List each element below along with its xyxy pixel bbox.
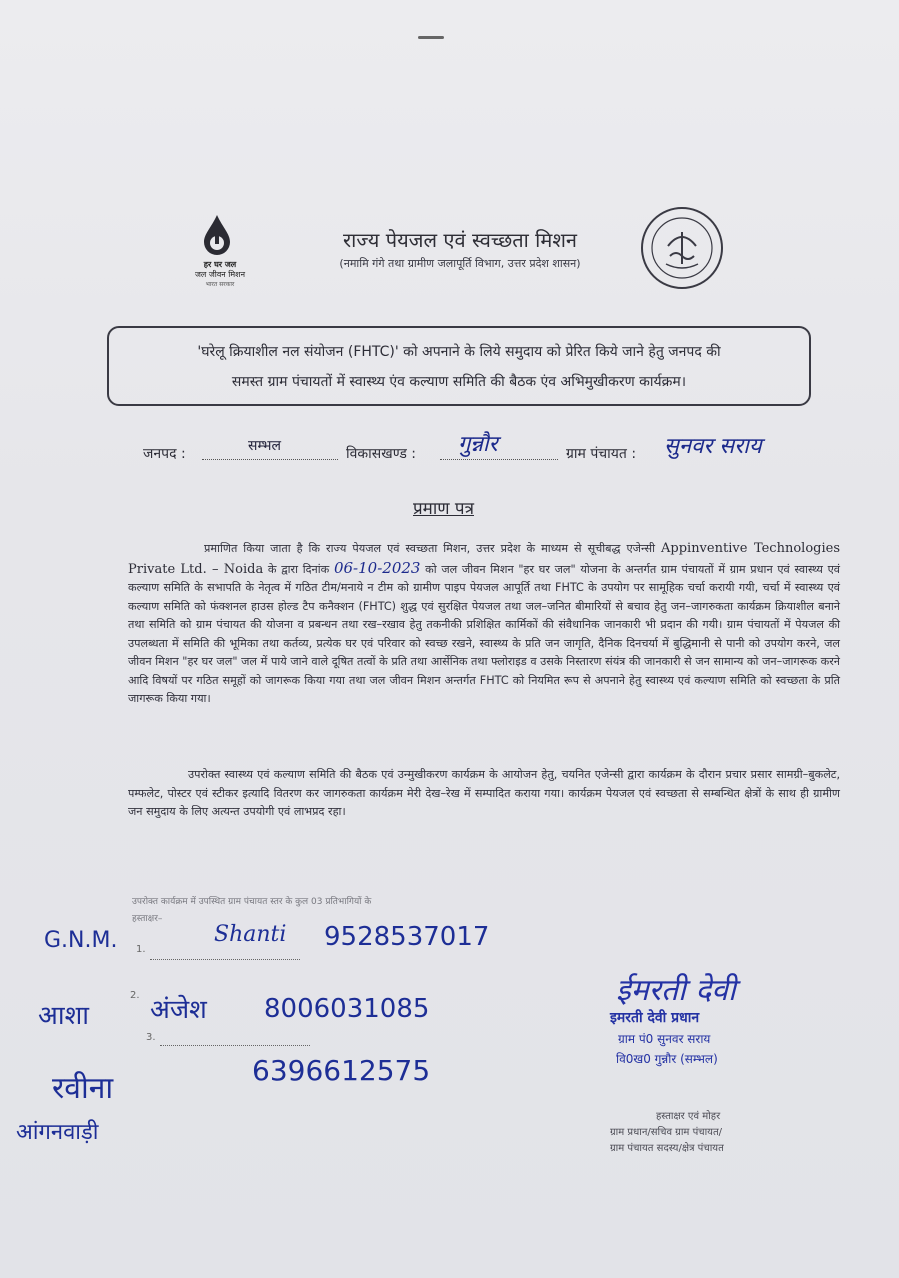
har-ghar-jal-logo xyxy=(188,214,252,294)
district-line xyxy=(202,458,338,460)
district-value: सम्भल xyxy=(248,438,281,454)
attendee-3-role: रवीना xyxy=(52,1071,114,1106)
attendee-2-phone: 8006031085 xyxy=(264,994,430,1024)
attendee-1-signature: Shanti xyxy=(214,922,287,947)
attendee-2-role: आशा xyxy=(38,1001,89,1031)
attendee-1-number: 1. xyxy=(136,944,146,955)
banner-line-2: समस्त ग्राम पंचायतों में स्वास्थ्य एंव कल्याण समिति की बैठक एंव अभिमुखीकरण कार्यक्रम। xyxy=(231,374,687,390)
water-drop-icon xyxy=(202,214,232,256)
logo-text-3: भारत सरकार xyxy=(205,281,235,288)
signature-line-3 xyxy=(160,1044,310,1046)
logo-text-2: जल जीवन मिशन xyxy=(194,270,246,279)
footer-line-2: ग्राम प्रधान/सचिव ग्राम पंचायत/ xyxy=(610,1127,723,1138)
attendee-2-number: 2. xyxy=(130,990,140,1001)
certificate-paragraph-1 xyxy=(128,540,840,709)
attendee-1-phone: 9528537017 xyxy=(324,922,490,952)
para1-part-b: के द्वारा दिनांक xyxy=(267,562,330,576)
footer-line-3: ग्राम पंचायत सदस्य/क्षेत्र पंचायत xyxy=(610,1143,724,1154)
panchayat-value: सुनवर सराय xyxy=(664,434,762,459)
signature-line-1 xyxy=(150,958,300,960)
paper-mark xyxy=(418,36,444,39)
certificate-title: प्रमाण पत्र xyxy=(413,499,474,519)
block-label: विकासखण्ड : xyxy=(346,446,417,462)
up-government-seal-icon xyxy=(640,206,724,290)
agency-name: Appinventive Technologies Private Ltd. – Noida xyxy=(128,541,840,577)
stamp-line-1: इमरती देवी प्रधान xyxy=(610,1010,700,1026)
attendee-3-note: आंगनवाड़ी xyxy=(16,1120,99,1145)
mission-subtitle: (नमामि गंगे तथा ग्रामीण जलापूर्ति विभाग, उत्तर प्रदेश शासन) xyxy=(339,257,581,270)
para1-part-a: प्रमाणित किया जाता है कि राज्य पेयजल एवं स्वच्छता मिशन, उत्तर प्रदेश के माध्यम से सूचीबद्ध एजेन्सी xyxy=(204,542,656,555)
attendee-1-role: G.N.M. xyxy=(44,928,118,953)
location-fields xyxy=(0,428,899,468)
attendee-3-number: 3. xyxy=(146,1032,156,1043)
block-value: गुन्नौर xyxy=(458,432,498,457)
attendees-intro-line-1: उपरोक्त कार्यक्रम में उपस्थित ग्राम पंचायत स्तर के कुल 03 प्रतिभागियों के xyxy=(132,897,372,907)
attendees-intro-line-2: हस्ताक्षर– xyxy=(132,914,163,924)
district-label: जनपद : xyxy=(143,446,186,462)
mission-title: राज्य पेयजल एवं स्वच्छता मिशन xyxy=(342,228,578,252)
para1-part-c: को जल जीवन मिशन "हर घर जल" योजना के अन्तर्गत ग्राम पंचायतों में ग्राम प्रधान एवं स्वास्थ्य एवं कल्याण समिति के सभापति के नेतृत्व में गठित टीम/मनाये न टीम को ग्रामीण पाइप पेयजल आपूर्ति तथा FHTC के उपयोग पर सामूहिक चर्चा करायी गयी, चर्चा में स्वास्थ्य एवं कल्याण समिति को फंक्शनल हाउस होल्ड टैप कनैक्शन (FHTC) शुद्ध एवं सुरक्षित पेयजल तथा जल–जनित बीमारियों से बचाव हेतु जन–जागरुकता कार्यक्रम क्रियाशील बनाने तथा समिति को ग्राम पंचायत की योजना व प्रबन्धन तथा रख–रखाव हेतु तकनीकी प्रशिक्षित कार्मिकों की संवैधानिक जानकारी भी प्रदान की गयी। ग्राम पंचायतों में पेयजल की उपलब्धता में समिति की भूमिका तथा कर्तव्य, प्रत्येक घर एवं परिवार को स्वच्छ रखने, स्वास्थ्य के प्रति जन जागृति, दैनिक दिनचर्या में बुद्धिमानी से पानी को उपयोग करने, जल जीवन मिशन "हर घर जल" जल में पाये जाने वाले दूषित तत्वों के प्रति तथा आर्सेनिक तथा फ्लोराइड व उसके निस्तारण संयंत्र की जानकारी से जन सामान्य को जन–जागरूक करने आदि विषयों पर गठित समूहों को जागरूक किया गया तथा जल जीवन मिशन अन्तर्गत FHTC को नियमित रूप से अपनाने हेतु स्वास्थ्य एवं कल्याण समिति को स्वच्छता के प्रति जागरूक किया गया। xyxy=(128,562,840,705)
program-banner xyxy=(107,326,811,406)
stamp-line-3: वि0ख0 गुन्नौर (सम्भल) xyxy=(616,1052,718,1066)
banner-line-1: 'घरेलू क्रियाशील नल संयोजन (FHTC)' को अपनाने के लिये समुदाय को प्रेरित किये जाने हेतु जनपद की xyxy=(197,344,721,360)
attendee-3-phone: 6396612575 xyxy=(252,1054,431,1087)
stamp-line-2: ग्राम पं0 सुनवर सराय xyxy=(618,1032,711,1046)
attendee-2-signature: अंजेश xyxy=(150,995,207,1025)
certificate-paragraph-2: उपरोक्त स्वास्थ्य एवं कल्याण समिति की बैठक एवं उन्मुखीकरण कार्यक्रम के आयोजन हेतु, चयनित एजेन्सी द्वारा कार्यक्रम के दौरान प्रचार प्रसार सामग्री–बुकलेट, पम्फलेट, पोस्टर एवं स्टीकर इत्यादि वितरण कर जागरुकता कार्यक्रम मेरी देख–रेख में सम्पादित कराया गया। कार्यक्रम पेयजल एवं स्वच्छता से सम्बन्धित क्षेत्रों के साथ ही ग्रामीण जन समुदाय के लिए अत्यन्त उपयोगी एवं लाभप्रद रहा। xyxy=(128,768,840,818)
program-date: 06-10-2023 xyxy=(333,558,421,577)
pradhan-signature: ईमरती देवी xyxy=(616,973,736,1008)
footer-line-1: हस्ताक्षर एवं मोहर xyxy=(656,1111,721,1122)
logo-text-1: हर घर जल xyxy=(203,260,237,269)
block-line xyxy=(440,458,558,460)
panchayat-label: ग्राम पंचायत : xyxy=(566,446,637,462)
